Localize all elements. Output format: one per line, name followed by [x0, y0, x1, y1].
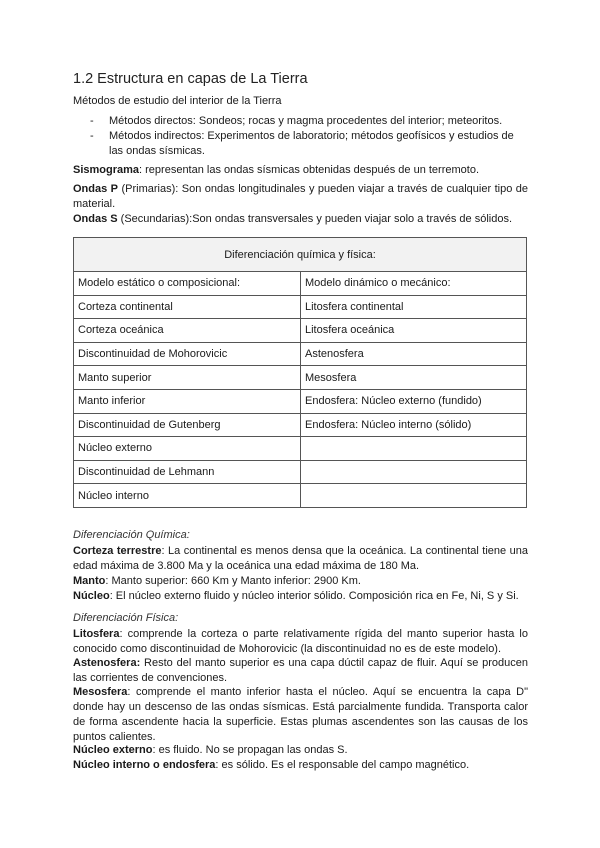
table-cell: Manto superior	[74, 366, 301, 390]
table-cell: Corteza continental	[74, 295, 301, 319]
definition: : comprende el manto inferior hasta el núcleo. Aquí se encuentra la capa D" donde hay un descenso de las ondas sísmicas. Está parcialmente fundida. Transporta calor de forma ascendente hacia la superficie. Estas plumas ascendentes son las causas de los puntos calientes.	[73, 686, 528, 743]
term: Corteza terrestre	[73, 545, 162, 557]
method-direct: Métodos directos: Sondeos; rocas y magma procedentes del interior; meteoritos.	[109, 115, 503, 127]
table-cell	[301, 460, 527, 484]
definition: : es fluido. No se propagan las ondas S.	[152, 744, 348, 756]
definition: : representan las ondas sísmicas obtenidas después de un terremoto.	[139, 164, 480, 176]
nucleo-def	[73, 589, 528, 604]
term: Núcleo externo	[73, 744, 153, 756]
manto-def	[73, 574, 528, 589]
list-item	[90, 114, 530, 129]
term: Astenosfera:	[73, 657, 141, 669]
nucleo-externo-def	[73, 743, 528, 758]
litosfera-def	[73, 627, 528, 657]
term: Manto	[73, 575, 106, 587]
table-title: Diferenciación química y física:	[74, 238, 527, 272]
quimica-heading: Diferenciación Química:	[73, 529, 190, 541]
ondas-s-def	[73, 212, 528, 227]
table-title-row	[74, 238, 527, 272]
nucleo-interno-def	[73, 758, 528, 773]
term: Mesosfera	[73, 686, 128, 698]
definition: : es sólido. Es el responsable del campo magnético.	[215, 759, 470, 771]
method-indirect: Métodos indirectos: Experimentos de laboratorio; métodos geofísicos y estudios de las ondas sísmicas.	[109, 130, 514, 157]
definition: : La continental es menos densa que la oceánica. La continental tiene una edad máxima de 3.800 Ma y la oceánica una edad máxima de 180 Ma.	[73, 545, 528, 572]
term: Ondas S	[73, 213, 118, 225]
table-cell: Manto inferior	[74, 389, 301, 413]
bullet-dash: -	[90, 115, 94, 127]
table-cell: Litosfera oceánica	[301, 319, 527, 343]
table-cell: Núcleo interno	[74, 484, 301, 508]
table-cell: Astenosfera	[301, 342, 527, 366]
col-header-static: Modelo estático o composicional:	[74, 272, 301, 296]
definition: : comprende la corteza o parte relativamente rígida del manto superior hasta lo conocido como discontinuidad de Mohorovicic (la discontinuidad no es de este modelo).	[73, 628, 528, 655]
definition: (Secundarias):Son ondas transversales y pueden viajar solo a través de sólidos.	[117, 213, 513, 225]
table-row	[74, 389, 527, 413]
col-header-dynamic: Modelo dinámico o mecánico:	[301, 272, 527, 296]
table-cell: Litosfera continental	[301, 295, 527, 319]
definition: Resto del manto superior es una capa dúctil capaz de fluir. Aquí se producen las corrientes de convenciones.	[73, 657, 528, 684]
term: Núcleo	[73, 590, 110, 602]
table-row	[74, 437, 527, 461]
fisica-heading: Diferenciación Física:	[73, 612, 179, 624]
table-row	[74, 342, 527, 366]
term: Ondas P	[73, 183, 119, 195]
bullet-dash: -	[90, 130, 94, 142]
methods-list	[90, 114, 530, 159]
table-row	[74, 413, 527, 437]
table-row	[74, 366, 527, 390]
table-cell: Endosfera: Núcleo interno (sólido)	[301, 413, 527, 437]
sismograma-def	[73, 163, 528, 178]
list-item	[90, 129, 530, 159]
mesosfera-def	[73, 685, 528, 745]
table-row	[74, 460, 527, 484]
table-row	[74, 319, 527, 343]
section-heading: 1.2 Estructura en capas de La Tierra	[73, 71, 308, 87]
methods-title: Métodos de estudio del interior de la Tierra	[73, 95, 282, 107]
table-cell: Mesosfera	[301, 366, 527, 390]
definition: (Primarias): Son ondas longitudinales y pueden viajar a través de cualquier tipo de material.	[73, 183, 528, 210]
table-cell	[301, 484, 527, 508]
table-header-row	[74, 272, 527, 296]
table-cell	[301, 437, 527, 461]
table-cell: Endosfera: Núcleo externo (fundido)	[301, 389, 527, 413]
definition: : El núcleo externo fluido y núcleo interior sólido. Composición rica en Fe, Ni, S y Si.	[109, 590, 519, 602]
layers-table	[73, 237, 527, 508]
corteza-def	[73, 544, 528, 574]
table-cell: Discontinuidad de Mohorovicic	[74, 342, 301, 366]
definition: : Manto superior: 660 Km y Manto inferior: 2900 Km.	[105, 575, 361, 587]
table-row	[74, 295, 527, 319]
table-cell: Discontinuidad de Gutenberg	[74, 413, 301, 437]
table-cell: Corteza oceánica	[74, 319, 301, 343]
table-row	[74, 484, 527, 508]
term: Núcleo interno o endosfera	[73, 759, 216, 771]
term: Litosfera	[73, 628, 120, 640]
ondas-p-def	[73, 182, 528, 212]
table-cell: Discontinuidad de Lehmann	[74, 460, 301, 484]
table-cell: Núcleo externo	[74, 437, 301, 461]
term: Sismograma	[73, 164, 140, 176]
astenosfera-def	[73, 656, 528, 686]
